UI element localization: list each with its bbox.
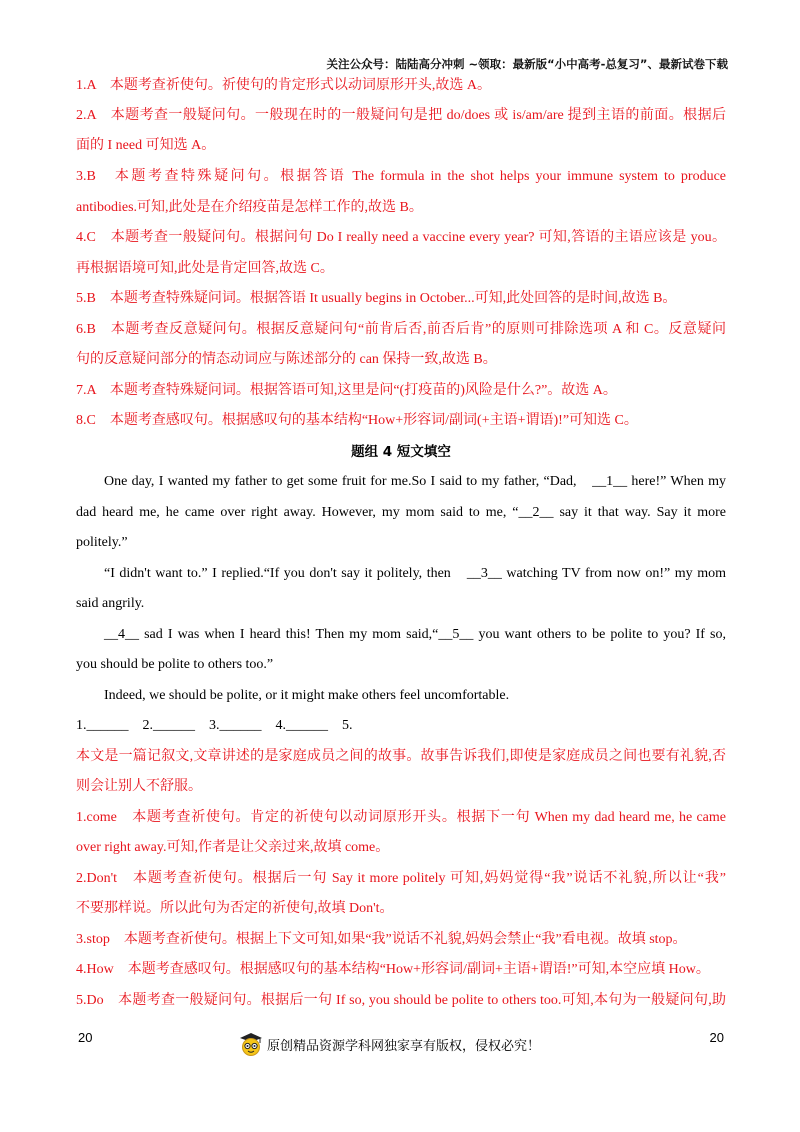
answer-explanation-line: 7.A 本题考查特殊疑问词。根据答语可知,这里是问“(打疫苗的)风险是什么?”。故选 A。 [76, 383, 617, 398]
answer-explanation-line: 6.B 本题考查反意疑问句。根据反意疑问句“前肯后否,前否后肯”的原则可排除选项 A 和 C。反意疑问 [76, 322, 726, 337]
passage-line: politely.” [76, 535, 128, 550]
passage-line: One day, I wanted my father to get some fruit for me.So I said to my father, “Dad, __1__ here!” When my [104, 474, 726, 489]
answer-explanation-line: antibodies.可知,此处是在介绍疫苗是怎样工作的,故选 B。 [76, 200, 423, 215]
page-number-left: 20 [78, 1030, 93, 1045]
answer-explanation-line: 3.stop 本题考查祈使句。根据上下文可知,如果“我”说话不礼貌,妈妈会禁止“我”看电视。故填 stop。 [76, 932, 687, 947]
answer-explanation-line: 再根据语境可知,此处是肯定回答,故选 C。 [76, 261, 334, 276]
passage-line: you should be polite to others too.” [76, 657, 274, 672]
footer-copyright [238, 1031, 540, 1057]
passage-line: 1.______ 2.______ 3.______ 4.______ 5. [76, 718, 353, 733]
answer-explanation-line: 4.How 本题考查感叹句。根据感叹句的基本结构“How+形容词/副词+主语+谓语!”可知,本空应填 How。 [76, 962, 710, 977]
answer-explanation-line: 5.Do 本题考查一般疑问句。根据后一句 If so, you should be polite to others too.可知,本句为一般疑问句,助 [76, 993, 726, 1008]
answer-explanation-line: 不要那样说。所以此句为否定的祈使句,故填 Don't。 [76, 901, 394, 916]
answer-explanation-line: 4.C 本题考查一般疑问句。根据问句 Do I really need a vaccine every year? 可知,答语的主语应该是 you。 [76, 230, 726, 245]
answer-explanation-line: 则会让别人不舒服。 [76, 779, 202, 794]
mascot-logo-icon [238, 1031, 264, 1057]
answer-explanation-line: over right away.可知,作者是让父亲过来,故填 come。 [76, 840, 390, 855]
answer-explanation-line: 本文是一篇记叙文,文章讲述的是家庭成员之间的故事。故事告诉我们,即使是家庭成员之间也要有礼貌,否 [76, 749, 726, 764]
passage-line: “I didn't want to.” I replied.“If you don't say it politely, then __3__ watching TV from now on!” my mom [104, 566, 726, 581]
page-number-right: 20 [709, 1030, 724, 1045]
passage-line: said angrily. [76, 596, 145, 611]
answer-explanation-line: 2.Don't 本题考查祈使句。根据后一句 Say it more politely 可知,妈妈觉得“我”说话不礼貌,所以让“我” [76, 871, 726, 886]
answer-explanation-line: 句的反意疑问部分的情态动词应与陈述部分的 can 保持一致,故选 B。 [76, 352, 497, 367]
passage-line: __4__ sad I was when I heard this! Then my mom said,“__5__ you want others to be polite to you? If so, [104, 627, 726, 642]
section-heading: 题组 4 短文填空 [351, 444, 451, 460]
answer-explanation-line: 2.A 本题考查一般疑问句。一般现在时的一般疑问句是把 do/does 或 is/am/are 提到主语的前面。根据后 [76, 108, 726, 123]
answer-explanation-line: 面的 I need 可知选 A。 [76, 138, 216, 153]
passage-line: Indeed, we should be polite, or it might make others feel uncomfortable. [104, 688, 510, 703]
passage-line: dad heard me, he came over right away. However, my mom said to me, “__2__ say it that way. Say it more [76, 505, 726, 520]
page-header: 关注公众号：陆陆高分冲刺 ~领取：最新版“小中高考-总复习”、最新试卷下载 [326, 57, 728, 71]
copyright-text: 原创精品资源学科网独家享有版权，侵权必究！ [267, 1038, 541, 1054]
answer-explanation-line: 1.come 本题考查祈使句。肯定的祈使句以动词原形开头。根据下一句 When my dad heard me, he came [76, 810, 726, 825]
answer-explanation-line: 1.A 本题考查祈使句。祈使句的肯定形式以动词原形开头,故选 A。 [76, 78, 491, 93]
answer-explanation-line: 5.B 本题考查特殊疑问词。根据答语 It usually begins in October...可知,此处回答的是时间,故选 B。 [76, 291, 677, 306]
answer-explanation-line: 8.C 本题考查感叹句。根据感叹句的基本结构“How+形容词/副词(+主语+谓语)!”可知选 C。 [76, 413, 638, 428]
answer-explanation-line: 3.B 本题考查特殊疑问句。根据答语 The formula in the shot helps your immune system to produce [76, 169, 726, 184]
